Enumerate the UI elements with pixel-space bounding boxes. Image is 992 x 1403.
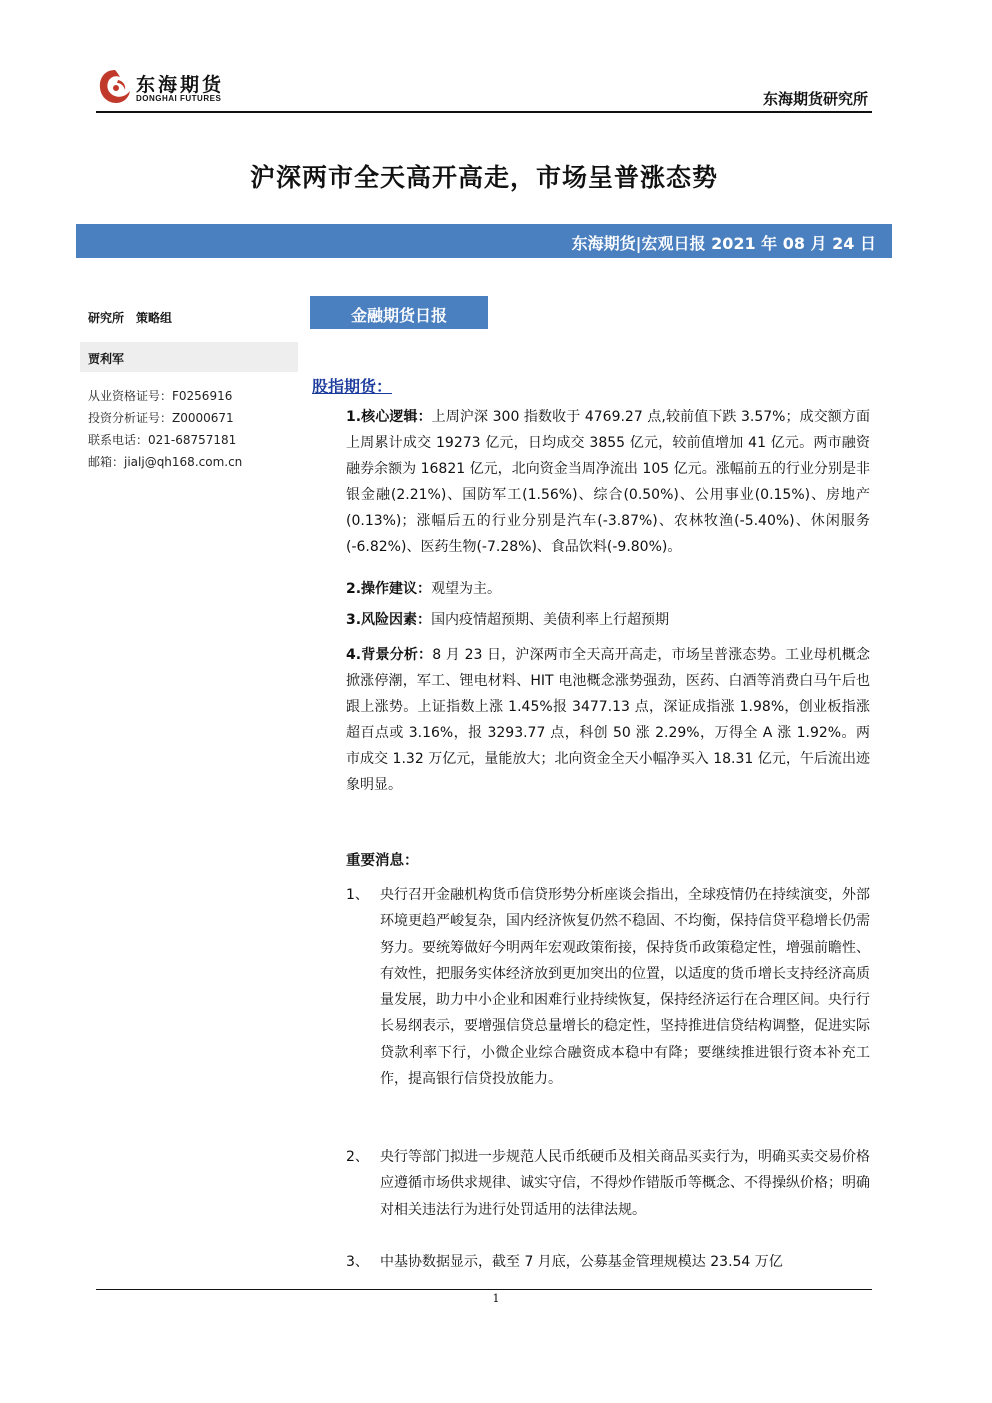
section-label: 金融期货日报 (350, 306, 447, 325)
news-number: 1、 (346, 887, 369, 903)
item-text: 观望为主。 (431, 581, 502, 597)
news-number: 3、 (346, 1254, 369, 1270)
author-name: 贾利军 (88, 352, 125, 366)
dragon-logo-icon (96, 66, 134, 106)
phone-number: 联系电话：021-68757181 (88, 433, 237, 447)
news-item (346, 1249, 870, 1275)
report-title: 沪深两市全天高开高走，市场呈普涨态势 (249, 163, 718, 192)
logo-english-name: DONGHAI FUTURES (136, 94, 222, 103)
banner-text: 东海期货|宏观日报 2021 年 08 月 24 日 (571, 234, 876, 253)
logo-chinese-name: 东海期货 (136, 74, 225, 96)
email-address: 邮箱：jialj@qh168.com.cn (88, 455, 243, 469)
news-heading: 重要消息： (346, 853, 419, 869)
item-label: 4.背景分析： (346, 647, 433, 663)
risk-factors-paragraph (346, 607, 870, 633)
report-banner (76, 224, 892, 258)
operation-advice-paragraph (346, 576, 870, 602)
news-text: 央行等部门拟进一步规范人民币纸硬币及相关商品买卖行为，明确买卖交易价格应遵循市场供求规律、诚实守信，不得炒作错版币等概念、不得操纵价格；明确对相关违法行为进行处罚适用的法律法规。 (380, 1149, 870, 1218)
page-number: 1 (492, 1292, 500, 1305)
background-analysis-paragraph (346, 642, 870, 798)
header-divider (96, 111, 872, 113)
item-label: 2.操作建议： (346, 581, 432, 597)
sub-heading: 股指期货： (312, 377, 393, 396)
company-logo (96, 66, 236, 110)
item-text: 8 月 23 日，沪深两市全天高开高走，市场呈普涨态势。工业母机概念掀涨停潮，军工、锂电材料、HIT 电池概念涨势强劲，医药、白酒等消费白马午后也跟上涨势。上证指数上涨 1.45%报 3477.13 点，深证成指涨 1.98%，创业板指涨超百点或 3.16%，报 3293.77 点，科创 50 涨 2.29%，万得全 A 涨 1.92%。两市成交 1.32 万亿元，量能放大；北向资金全天小幅净买入 18.31 亿元，午后流出迹象明显。 (346, 647, 870, 793)
section-label-box (310, 296, 488, 329)
news-item (346, 882, 870, 1092)
item-label: 1.核心逻辑： (346, 409, 432, 425)
news-text: 央行召开金融机构货币信贷形势分析座谈会指出，全球疫情仍在持续演变，外部环境更趋严峻复杂，国内经济恢复仍然不稳固、不均衡，保持信贷平稳增长仍需努力。要统筹做好今明两年宏观政策衔接，保持货币政策稳定性，增强前瞻性、有效性，把服务实体经济放到更加突出的位置，以适度的货币增长支持经济高质量发展，助力中小企业和困难行业持续恢复，保持经济运行在合理区间。央行行长易纲表示，要增强信贷总量增长的稳定性，坚持推进信贷结构调整，促进实际贷款利率下行，小微企业综合融资成本稳中有降；要继续推进银行资本补充工作，提高银行信贷投放能力。 (380, 887, 870, 1088)
news-text: 中基协数据显示，截至 7 月底，公募基金管理规模达 23.54 万亿 (380, 1254, 783, 1270)
team-label: 研究所 策略组 (88, 311, 173, 325)
item-label: 3.风险因素： (346, 612, 432, 628)
footer-divider (96, 1289, 872, 1290)
news-number: 2、 (346, 1149, 369, 1165)
author-box (80, 342, 298, 372)
item-text: 上周沪深 300 指数收于 4769.27 点,较前值下跌 3.57%；成交额方面上周累计成交 19273 亿元，日均成交 3855 亿元，较前值增加 41 亿元。两市融资融券余额为 16821 亿元，北向资金当周净流出 105 亿元。涨幅前五的行业分别是非银金融(2.21%)、国防军工(1.56%)、综合(0.50%)、公用事业(0.15%)、房地产(0.13%)；涨幅后五的行业分别是汽车(-3.87%)、农林牧渔(-5.40%)、休闲服务(-6.82%)、医药生物(-7.28%)、食品饮料(-9.80%)。 (346, 409, 870, 555)
qualification-number: 从业资格证号：F0256916 (88, 389, 233, 403)
core-logic-paragraph (346, 404, 870, 560)
news-item (346, 1144, 870, 1223)
institute-name: 东海期货研究所 (762, 90, 868, 108)
item-text: 国内疫情超预期、美债利率上行超预期 (431, 612, 670, 628)
analyst-number: 投资分析证号：Z0000671 (88, 411, 234, 425)
